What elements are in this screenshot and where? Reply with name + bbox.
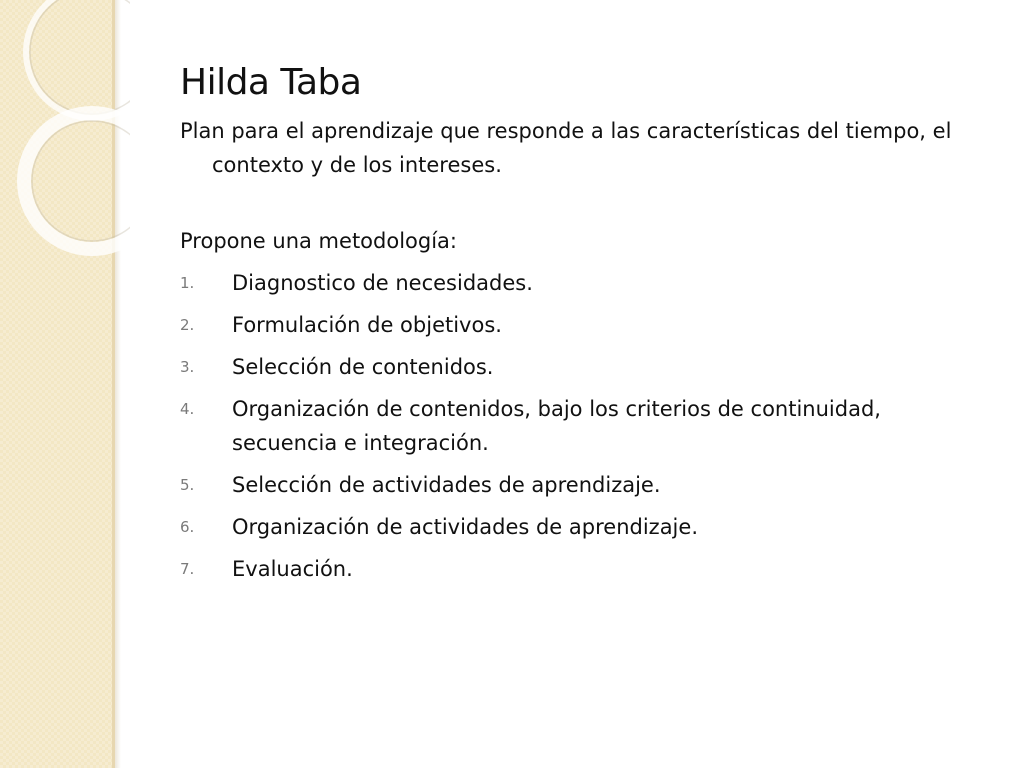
list-item-number: 5. bbox=[180, 476, 195, 494]
list-item bbox=[180, 392, 990, 460]
methodology-list bbox=[180, 266, 990, 586]
list-item bbox=[180, 510, 990, 544]
slide-title: Hilda Taba bbox=[180, 62, 362, 103]
spacer bbox=[180, 182, 990, 224]
list-item-number: 6. bbox=[180, 518, 195, 536]
list-item-number: 4. bbox=[180, 400, 195, 418]
list-item-text: Organización de contenidos, bajo los criterios de continuidad, secuencia e integración. bbox=[232, 397, 881, 455]
list-item-text: Selección de actividades de aprendizaje. bbox=[232, 473, 661, 497]
list-item-number: 3. bbox=[180, 358, 195, 376]
decorative-rings-icon bbox=[0, 0, 130, 300]
list-item-number: 2. bbox=[180, 316, 195, 334]
list-item bbox=[180, 552, 990, 586]
list-item-text: Evaluación. bbox=[232, 557, 353, 581]
intro-text: Plan para el aprendizaje que responde a las características del tiempo, el contexto y de los intereses. bbox=[180, 119, 952, 177]
list-item-number: 1. bbox=[180, 274, 195, 292]
list-item-text: Organización de actividades de aprendizaje. bbox=[232, 515, 698, 539]
list-item bbox=[180, 266, 990, 300]
list-item-number: 7. bbox=[180, 560, 195, 578]
list-item-text: Formulación de objetivos. bbox=[232, 313, 502, 337]
list-item bbox=[180, 308, 990, 342]
slide-content bbox=[180, 60, 990, 594]
list-item bbox=[180, 468, 990, 502]
list-item-text: Selección de contenidos. bbox=[232, 355, 494, 379]
methodology-lead: Propone una metodología: bbox=[180, 229, 457, 253]
list-item bbox=[180, 350, 990, 384]
list-item-text: Diagnostico de necesidades. bbox=[232, 271, 533, 295]
